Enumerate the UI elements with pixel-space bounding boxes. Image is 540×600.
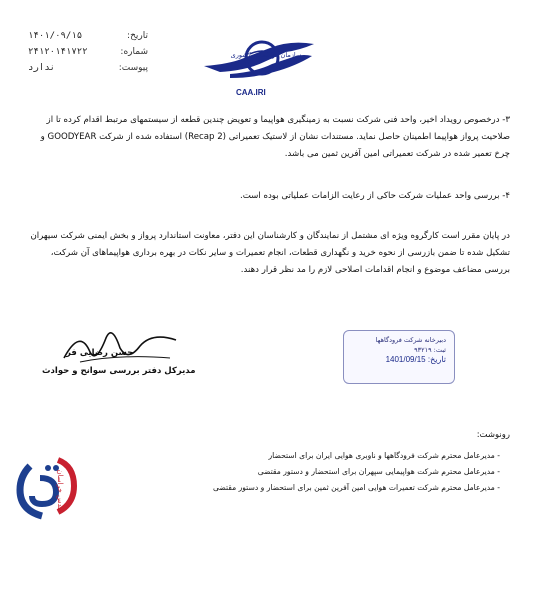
list-item: - مدیرعامل محترم شرکت فرودگاهها و ناوبری هوایی ایران برای استحضار <box>213 448 500 464</box>
paragraph-4: ۴- بررسی واحد عملیات شرکت حاکی از رعایت الزامات عملیاتی بوده است. <box>239 191 510 201</box>
watermark-text: قدس خراسان <box>56 469 64 511</box>
date-value: ۱۴۰۱/۰۹/۱۵ <box>28 31 83 41</box>
number-value: ۲۴۱۲۰۱۴۱۷۲۲ <box>28 47 88 57</box>
stamp-date: تاریخ: 1401/09/15 <box>385 355 446 364</box>
letter-meta <box>28 28 148 76</box>
attachment-row <box>28 60 148 76</box>
number-label: شماره: <box>120 47 148 57</box>
attachment-value: ندارد <box>28 63 56 73</box>
qods-khorasan-watermark-icon <box>12 452 82 524</box>
signatory-name: حسن رضایی فر <box>66 348 134 358</box>
copies-list <box>213 448 500 496</box>
signature-scribble-icon <box>60 318 180 368</box>
stamp-line-2: ثبت: ۹۳۲۱۹ <box>414 346 446 354</box>
attachment-label: پیوست: <box>118 63 148 73</box>
paragraph-3: ۳- درخصوص رویداد اخیر، واحد فنی شرکت نسبت به زمینگیری هواپیما و تعویض چندین قطعه از سیستمهای مرتبط اقدام کرده تا از صلاحیت پرواز هواپیما اطمینان حاصل نماید. مستندات نشان از لاستیک تعمیراتی (Recap 2) استفاده شده از شرکت GOODYEAR و چرخ تعمیر شده در شرکت تعمیراتی امین آفرین ثمین می باشد. <box>40 115 510 159</box>
list-item: - مدیرعامل محترم شرکت هواپیمایی سپهران برای استحضار و دستور مقتضی <box>213 464 500 480</box>
number-row <box>28 44 148 60</box>
paragraph-conclusion: در پایان مقرر است کارگروه ویژه ای مشتمل از نمایندگان و کارشناسان این دفتر، معاونت استاندارد پرواز و بخش ایمنی شرکت سیهران تشکیل شده تا ضمن بازرسی از نحوه خرید و نگهداری قطعات، انجام تعمیرات و سایر نکات در بهره برداری هواپیماهای آن شرکت، بررسی مضاعف موضوع و انجام اقدامات اصلاحی لازم را مد نظر قرار دهند. <box>30 231 510 275</box>
list-item: - مدیرعامل محترم شرکت تعمیرات هوایی امین آفرین ثمین برای استحضار و دستور مقتضی <box>213 480 500 496</box>
date-row <box>28 28 148 44</box>
logo-caption: CAA.IRI <box>236 88 266 97</box>
stamp-line-1: دبیرخانه شرکت فرودگاهها <box>375 336 446 344</box>
copies-title: رونوشت: <box>476 430 510 440</box>
logo-persian-text: سازمان هواپیمایی کشوری <box>230 51 302 59</box>
registry-stamp <box>343 330 455 384</box>
date-label: تاریخ: <box>127 31 148 41</box>
signatory-title: مدیرکل دفتر بررسی سوانح و حوادث <box>42 366 196 376</box>
